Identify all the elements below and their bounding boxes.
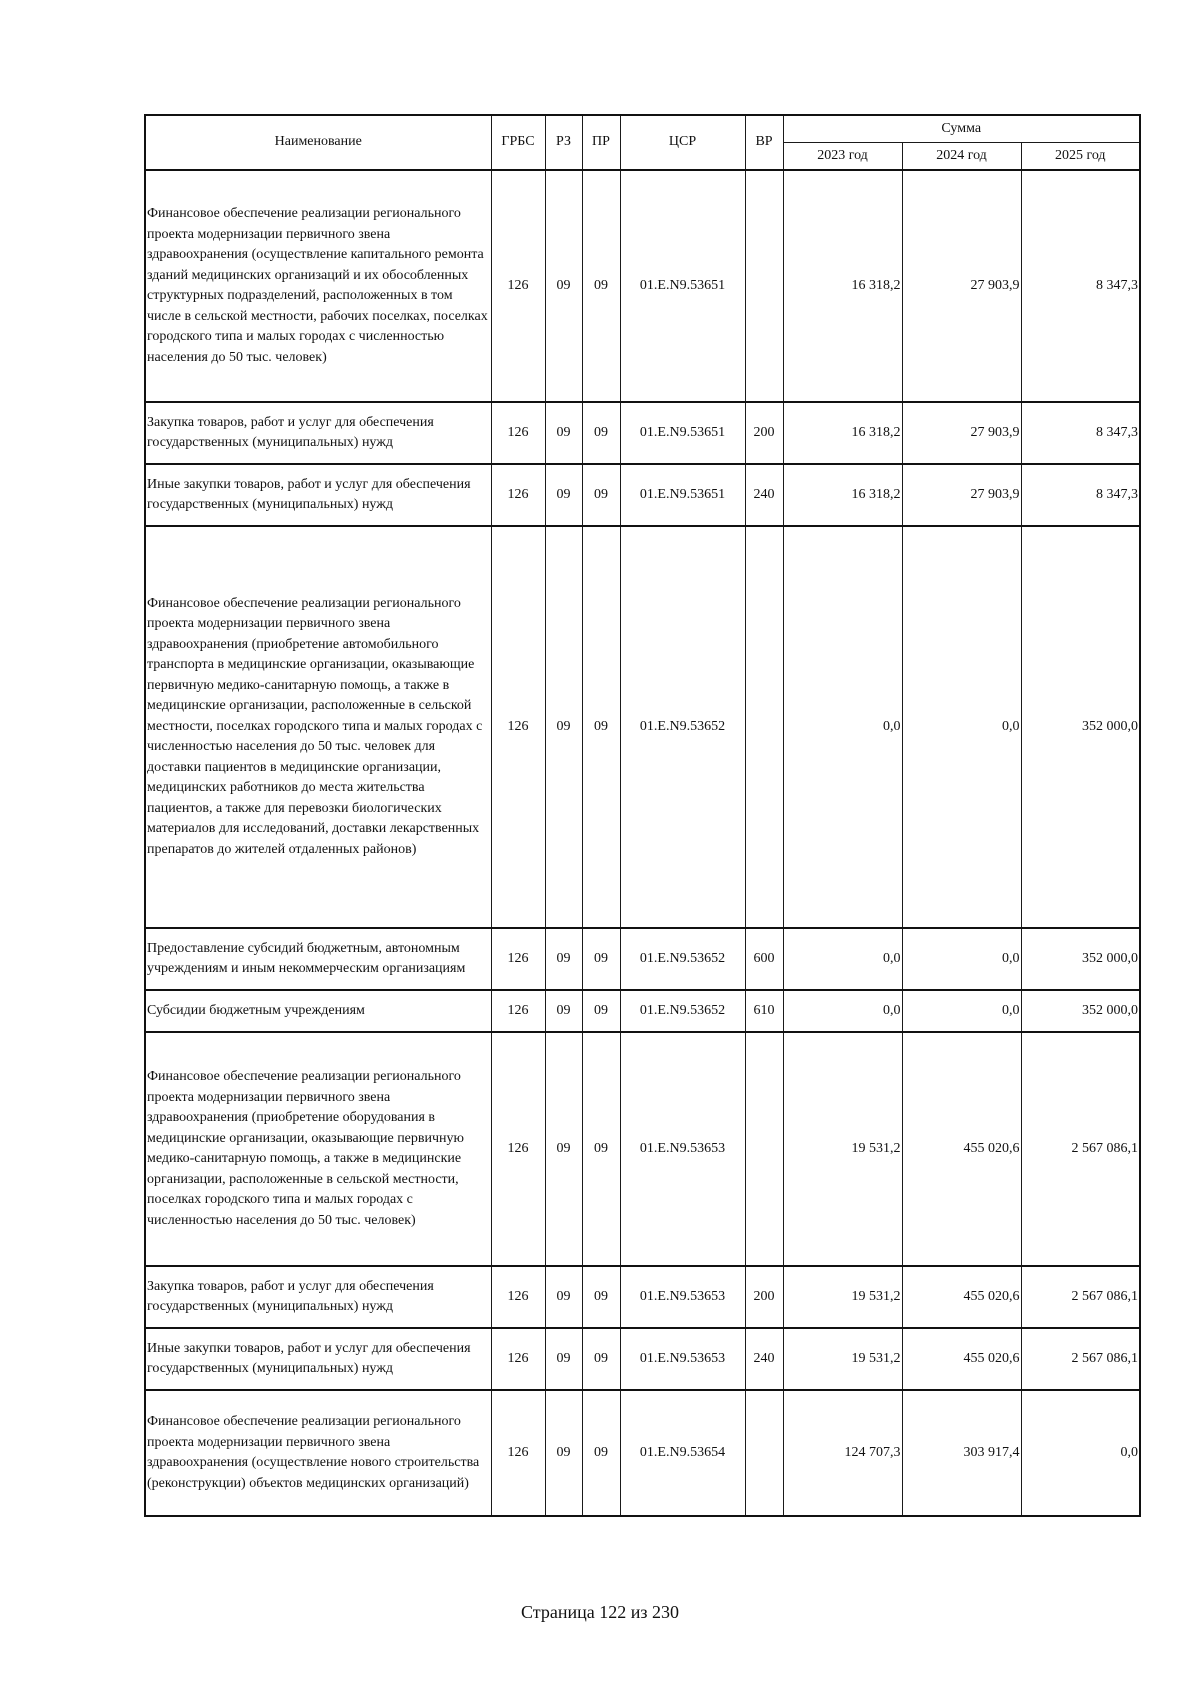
header-grbs: ГРБС: [491, 115, 545, 170]
cell-amount-2024: 455 020,6: [902, 1328, 1021, 1390]
table-row: [145, 928, 1140, 990]
table-row: [145, 1328, 1140, 1390]
table-body: [145, 170, 1140, 1516]
table-row: [145, 402, 1140, 464]
header-sum: Сумма: [783, 115, 1140, 143]
cell-name: Финансовое обеспечение реализации регионального проекта модернизации первичного звена здравоохранения (приобретение оборудования в медицинские организации, оказывающие первичную медико-санитарную помощь, а также в медицинские организации, расположенные в сельской местности, поселках городского типа и малых городах с численностью населения до 50 тыс. человек): [145, 1032, 491, 1266]
header-pr: ПР: [582, 115, 620, 170]
cell-name: Финансовое обеспечение реализации регионального проекта модернизации первичного звена здравоохранения (осуществление нового строительства (реконструкции) объектов медицинских организаций): [145, 1390, 491, 1516]
table-row: [145, 1266, 1140, 1328]
cell-amount-2024: 0,0: [902, 928, 1021, 990]
header-rz: РЗ: [545, 115, 582, 170]
cell-grbs: 126: [491, 464, 545, 526]
cell-rz: 09: [545, 1266, 582, 1328]
cell-rz: 09: [545, 170, 582, 402]
cell-name: Закупка товаров, работ и услуг для обеспечения государственных (муниципальных) нужд: [145, 1266, 491, 1328]
cell-vr: 240: [745, 1328, 783, 1390]
cell-amount-2023: 0,0: [783, 928, 902, 990]
cell-vr: [745, 1390, 783, 1516]
header-year-2025: 2025 год: [1021, 143, 1140, 171]
cell-vr: [745, 526, 783, 928]
cell-grbs: 126: [491, 1390, 545, 1516]
cell-pr: 09: [582, 1266, 620, 1328]
cell-vr: 610: [745, 990, 783, 1032]
cell-pr: 09: [582, 1328, 620, 1390]
cell-csr: 01.E.N9.53653: [620, 1032, 745, 1266]
cell-vr: 200: [745, 1266, 783, 1328]
cell-pr: 09: [582, 526, 620, 928]
table-header: [145, 115, 1140, 170]
cell-amount-2025: 2 567 086,1: [1021, 1328, 1140, 1390]
cell-amount-2025: 0,0: [1021, 1390, 1140, 1516]
cell-pr: 09: [582, 402, 620, 464]
cell-rz: 09: [545, 928, 582, 990]
cell-grbs: 126: [491, 928, 545, 990]
table-row: [145, 1390, 1140, 1516]
table-row: [145, 464, 1140, 526]
cell-amount-2025: 8 347,3: [1021, 464, 1140, 526]
table-row: [145, 990, 1140, 1032]
cell-grbs: 126: [491, 1328, 545, 1390]
cell-grbs: 126: [491, 170, 545, 402]
cell-grbs: 126: [491, 990, 545, 1032]
cell-pr: 09: [582, 990, 620, 1032]
cell-amount-2024: 27 903,9: [902, 464, 1021, 526]
cell-amount-2023: 0,0: [783, 990, 902, 1032]
cell-amount-2023: 0,0: [783, 526, 902, 928]
header-name: Наименование: [145, 115, 491, 170]
cell-vr: 600: [745, 928, 783, 990]
cell-csr: 01.E.N9.53652: [620, 928, 745, 990]
cell-amount-2023: 19 531,2: [783, 1328, 902, 1390]
cell-grbs: 126: [491, 526, 545, 928]
cell-vr: [745, 170, 783, 402]
cell-csr: 01.E.N9.53652: [620, 990, 745, 1032]
cell-pr: 09: [582, 464, 620, 526]
cell-grbs: 126: [491, 1266, 545, 1328]
cell-rz: 09: [545, 990, 582, 1032]
cell-pr: 09: [582, 170, 620, 402]
cell-amount-2024: 27 903,9: [902, 402, 1021, 464]
cell-amount-2025: 352 000,0: [1021, 990, 1140, 1032]
cell-vr: 200: [745, 402, 783, 464]
budget-table: [144, 114, 1141, 1517]
cell-rz: 09: [545, 526, 582, 928]
cell-name: Иные закупки товаров, работ и услуг для обеспечения государственных (муниципальных) нужд: [145, 464, 491, 526]
page-number: Страница 122 из 230: [521, 1602, 679, 1622]
cell-csr: 01.E.N9.53652: [620, 526, 745, 928]
header-year-2024: 2024 год: [902, 143, 1021, 171]
cell-rz: 09: [545, 1032, 582, 1266]
cell-amount-2025: 2 567 086,1: [1021, 1266, 1140, 1328]
cell-name: Субсидии бюджетным учреждениям: [145, 990, 491, 1032]
cell-name: Предоставление субсидий бюджетным, автономным учреждениям и иным некоммерческим организациям: [145, 928, 491, 990]
cell-vr: [745, 1032, 783, 1266]
cell-grbs: 126: [491, 1032, 545, 1266]
cell-amount-2023: 19 531,2: [783, 1032, 902, 1266]
cell-amount-2025: 8 347,3: [1021, 170, 1140, 402]
cell-name: Закупка товаров, работ и услуг для обеспечения государственных (муниципальных) нужд: [145, 402, 491, 464]
cell-amount-2023: 16 318,2: [783, 170, 902, 402]
cell-amount-2024: 0,0: [902, 526, 1021, 928]
cell-csr: 01.E.N9.53651: [620, 464, 745, 526]
cell-pr: 09: [582, 1032, 620, 1266]
cell-amount-2024: 455 020,6: [902, 1032, 1021, 1266]
cell-amount-2023: 19 531,2: [783, 1266, 902, 1328]
cell-pr: 09: [582, 1390, 620, 1516]
cell-rz: 09: [545, 402, 582, 464]
cell-amount-2025: 2 567 086,1: [1021, 1032, 1140, 1266]
header-year-2023: 2023 год: [783, 143, 902, 171]
cell-amount-2024: 303 917,4: [902, 1390, 1021, 1516]
cell-amount-2024: 455 020,6: [902, 1266, 1021, 1328]
cell-amount-2024: 27 903,9: [902, 170, 1021, 402]
table-row: [145, 1032, 1140, 1266]
header-vr: ВР: [745, 115, 783, 170]
cell-rz: 09: [545, 1390, 582, 1516]
table-row: [145, 526, 1140, 928]
cell-csr: 01.E.N9.53654: [620, 1390, 745, 1516]
cell-grbs: 126: [491, 402, 545, 464]
cell-amount-2023: 16 318,2: [783, 464, 902, 526]
cell-csr: 01.E.N9.53651: [620, 170, 745, 402]
cell-amount-2024: 0,0: [902, 990, 1021, 1032]
cell-amount-2025: 352 000,0: [1021, 526, 1140, 928]
header-csr: ЦСР: [620, 115, 745, 170]
cell-csr: 01.E.N9.53651: [620, 402, 745, 464]
cell-name: Иные закупки товаров, работ и услуг для обеспечения государственных (муниципальных) нужд: [145, 1328, 491, 1390]
table-row: [145, 170, 1140, 402]
cell-amount-2023: 16 318,2: [783, 402, 902, 464]
cell-amount-2025: 8 347,3: [1021, 402, 1140, 464]
cell-csr: 01.E.N9.53653: [620, 1328, 745, 1390]
cell-rz: 09: [545, 1328, 582, 1390]
cell-name: Финансовое обеспечение реализации регионального проекта модернизации первичного звена здравоохранения (приобретение автомобильного транспорта в медицинские организации, оказывающие первичную медико-санитарную помощь, а также в медицинские организации, расположенные в сельской местности, поселках городского типа и малых городах с численностью населения до 50 тыс. человек для доставки пациентов в медицинские организации, медицинских работников до места жительства пациентов, а также для перевозки биологических материалов для исследований, доставки лекарственных препаратов до жителей отдаленных районов): [145, 526, 491, 928]
cell-vr: 240: [745, 464, 783, 526]
cell-amount-2023: 124 707,3: [783, 1390, 902, 1516]
cell-name: Финансовое обеспечение реализации регионального проекта модернизации первичного звена здравоохранения (осуществление капитального ремонта зданий медицинских организаций и их обособленных структурных подразделений, расположенных в том числе в сельской местности, рабочих поселках, поселках городского типа и малых городах с численностью населения до 50 тыс. человек): [145, 170, 491, 402]
cell-csr: 01.E.N9.53653: [620, 1266, 745, 1328]
cell-rz: 09: [545, 464, 582, 526]
cell-amount-2025: 352 000,0: [1021, 928, 1140, 990]
cell-pr: 09: [582, 928, 620, 990]
